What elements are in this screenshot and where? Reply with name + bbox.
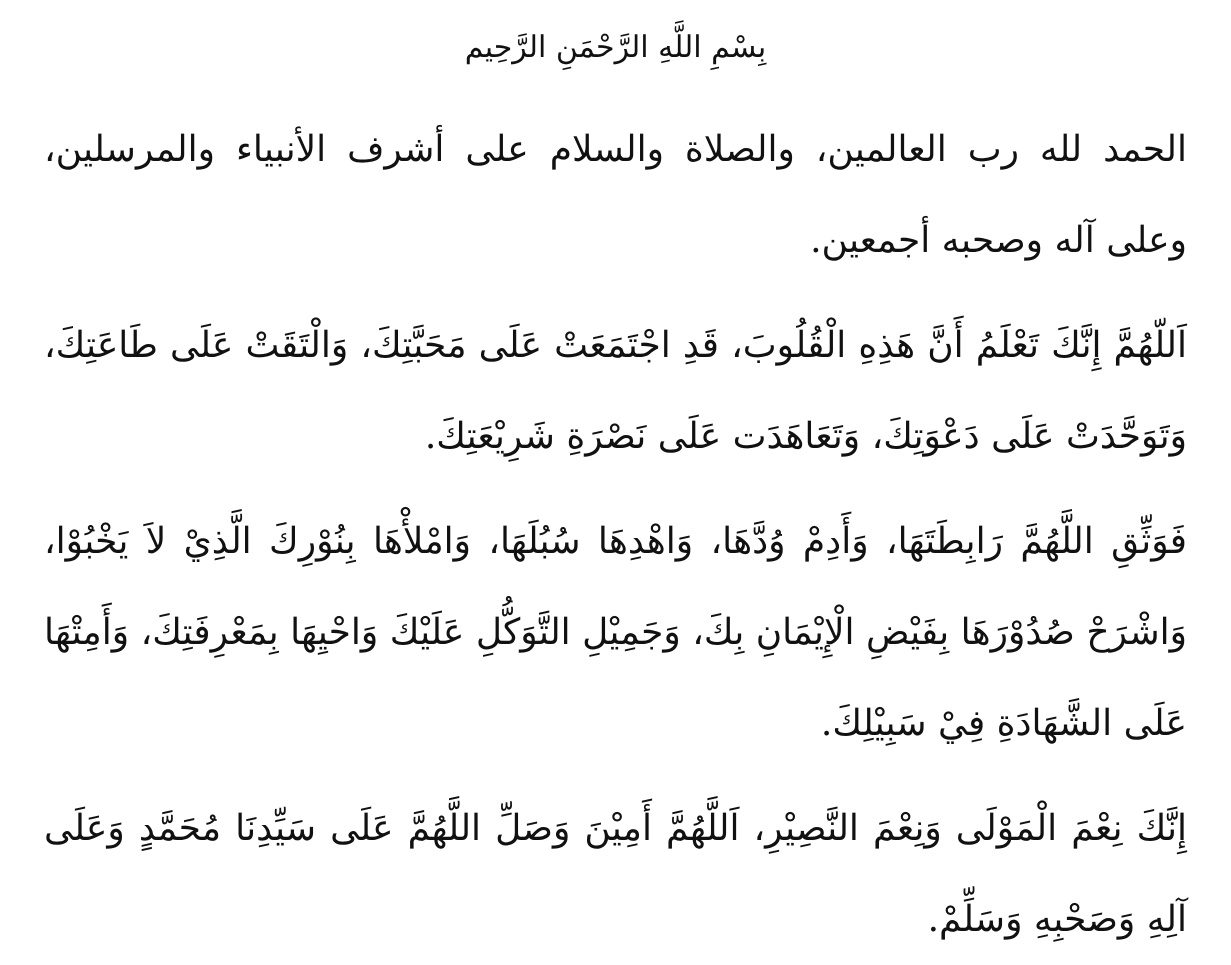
basmala-heading: بِسْمِ اللَّهِ الرَّحْمَنِ الرَّحِيم <box>464 30 767 65</box>
paragraph-bond: فَوَثِّقِ اللَّهُمَّ رَابِطَتَهَا، وَأَدِمْ وُدَّهَا، وَاهْدِهَا سُبُلَهَا، وَامْلأْهَا بِنُوْرِكَ الَّذِيْ لاَ يَخْبُوْا، وَاشْرَحْ صُدُوْرَهَا بِفَيْضِ الْإِيْمَانِ بِكَ، وَجَمِيْلِ التَّوَكُّلِ عَلَيْكَ وَاحْيِهَا بِمَعْرِفَتِكَ، وَأَمِتْهَا عَلَى الشَّهَادَةِ فِيْ سَبِيْلِكَ. <box>44 521 1187 744</box>
paragraph-praise: الحمد لله رب العالمين، والصلاة والسلام على أشرف الأنبياء والمرسلين، وعلى آله وصحبه أجمعين. <box>44 129 1187 261</box>
paragraph-closing: إِنَّكَ نِعْمَ الْمَوْلَى وَنِعْمَ النَّصِيْرِ، اَللَّهُمَّ أَمِيْنَ وَصَلِّ اللَّهُمَّ عَلَى سَيِّدِنَا مُحَمَّدٍ وَعَلَى آلِهِ وَصَحْبِهِ وَسَلِّمْ. <box>44 808 1187 940</box>
paragraph-hearts: اَللّهُمَّ إِنَّكَ تَعْلَمُ أَنَّ هَذِهِ الْقُلُوبَ، قَدِ اجْتَمَعَتْ عَلَى مَحَبَّتِكَ، وَالْتَقَتْ عَلَى طَاعَتِكَ، وَتَوَحَّدَتْ عَلَى دَعْوَتِكَ، وَتَعَاهَدَت عَلَى نَصْرَةِ شَرِيْعَتِكَ. <box>44 325 1187 457</box>
